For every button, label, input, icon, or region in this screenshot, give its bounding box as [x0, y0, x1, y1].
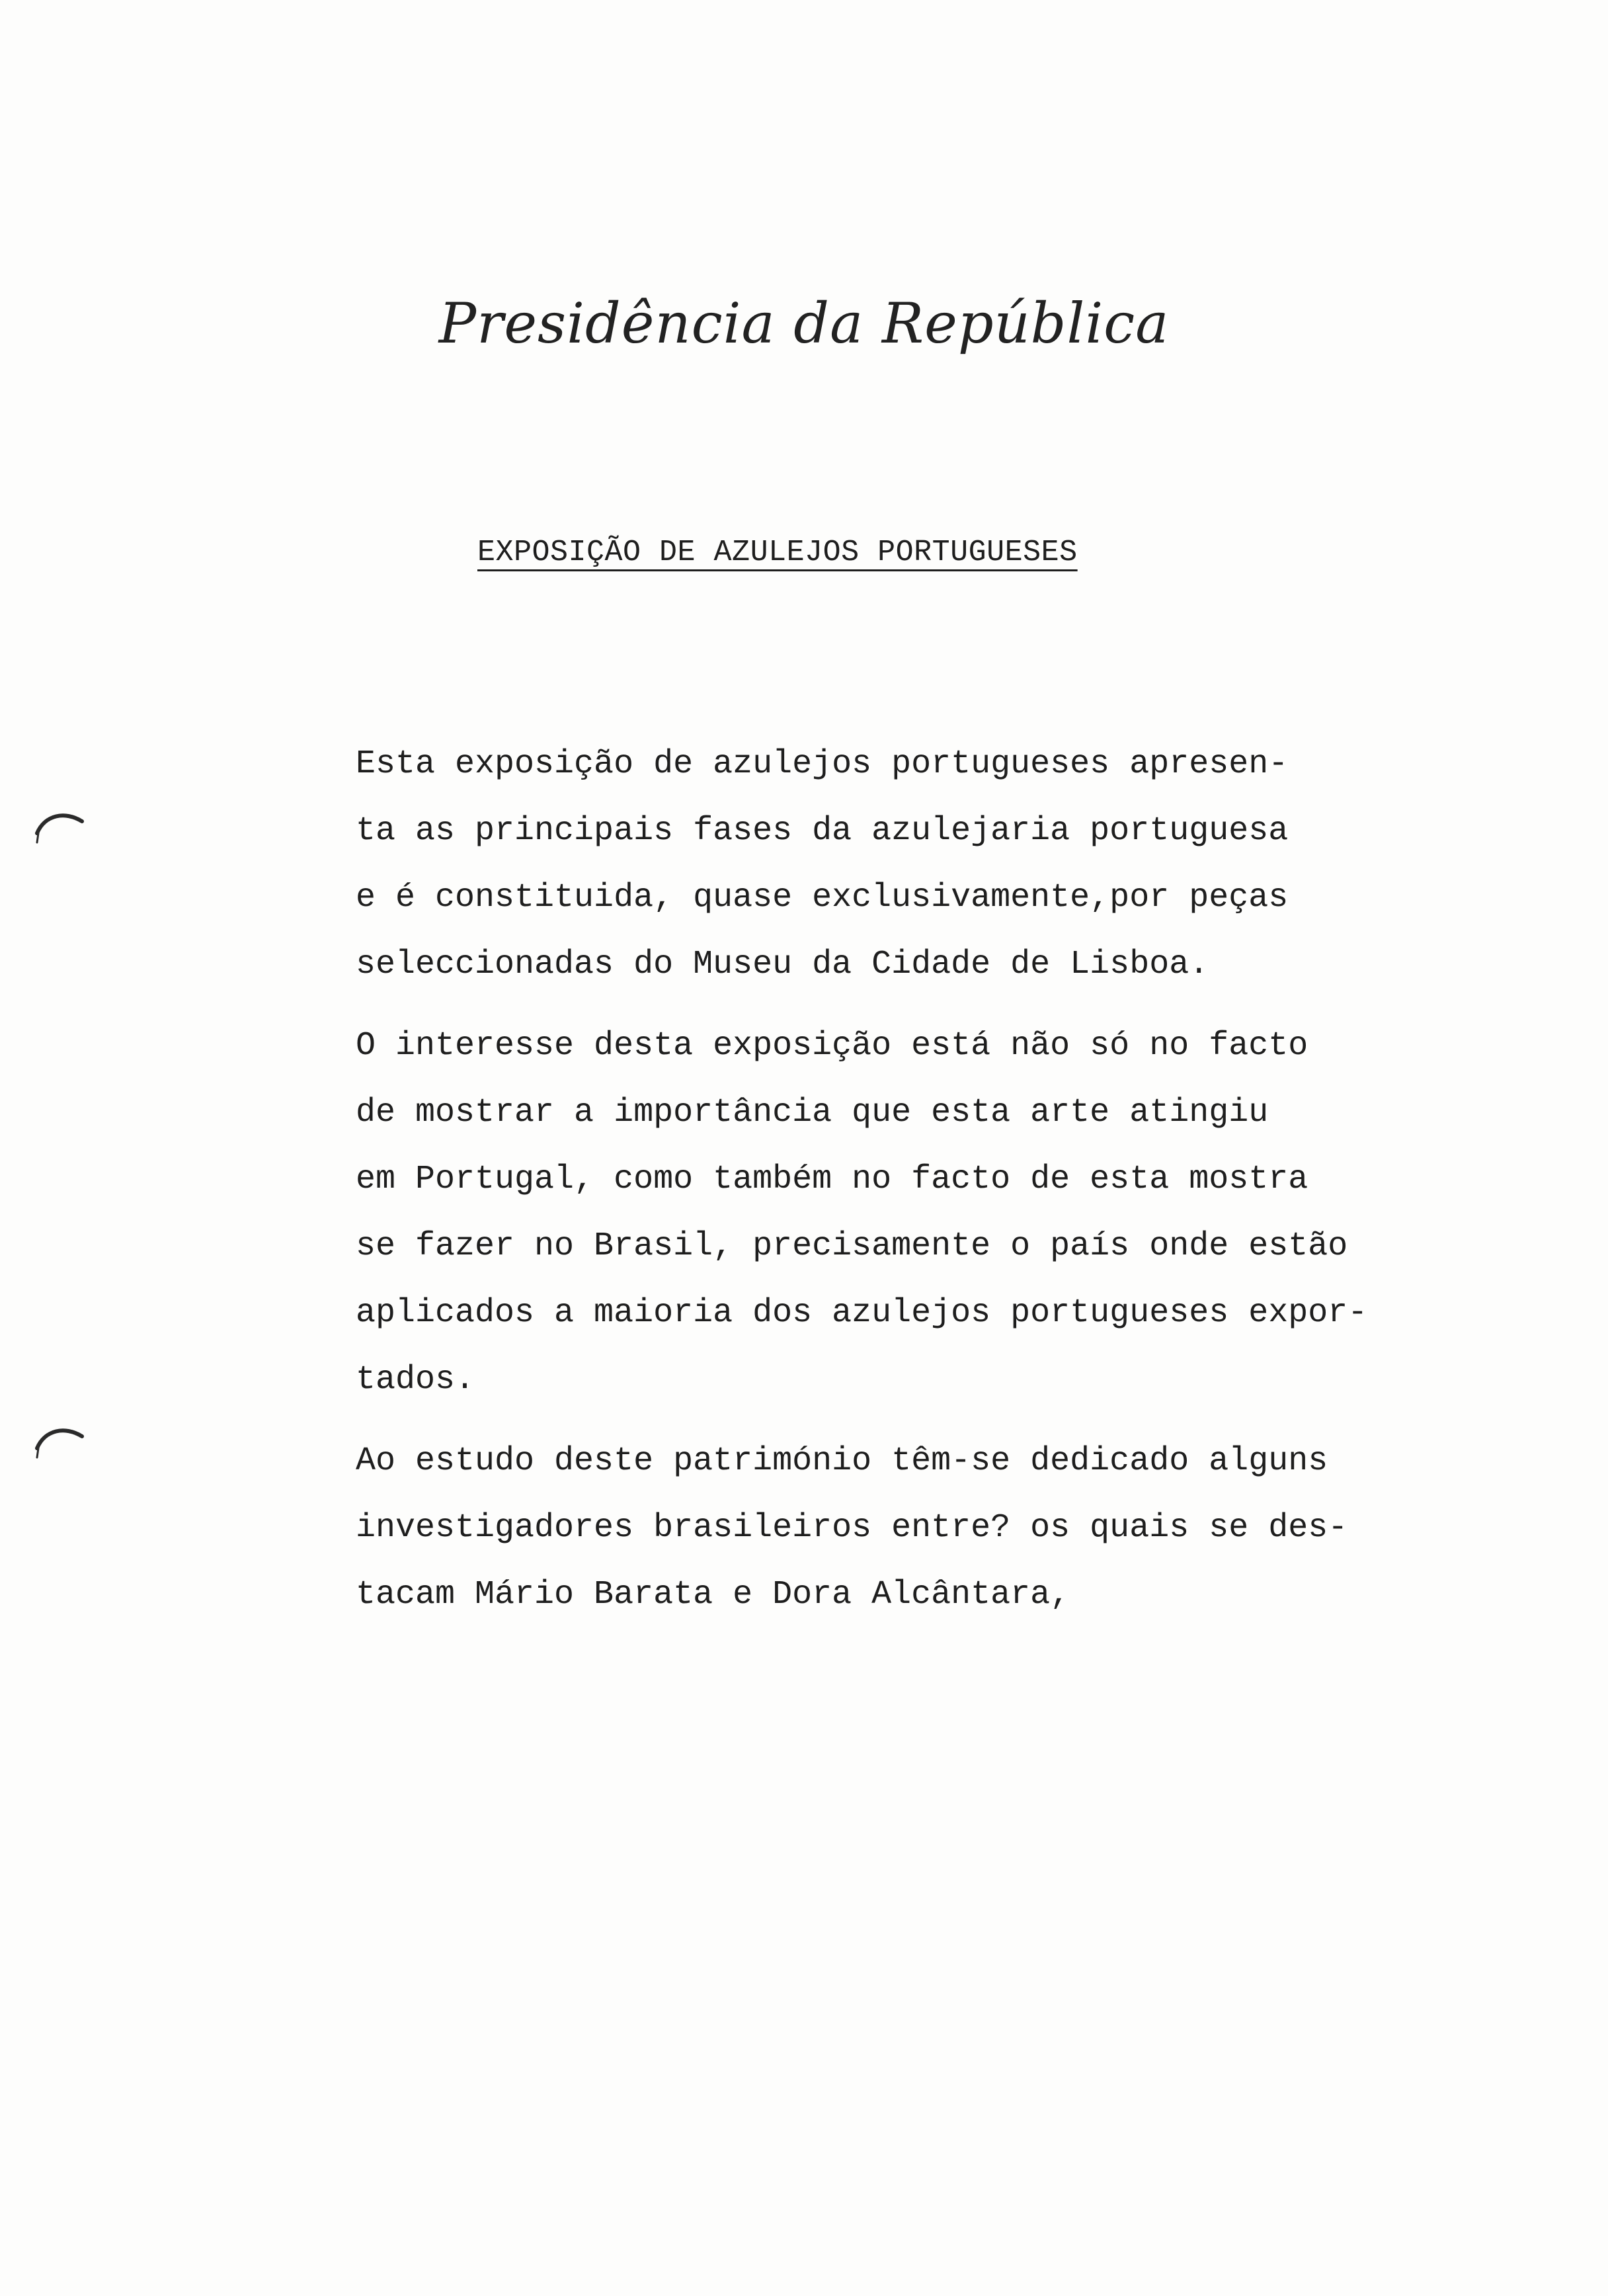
letterhead-script: Presidência da República [438, 291, 1170, 356]
text-line: tacam Mário Barata e Dora Alcântara, [356, 1576, 1070, 1614]
text-line: de mostrar a importância que esta arte atingiu [356, 1094, 1269, 1131]
document-title: EXPOSIÇÃO DE AZULEJOS PORTUGUESES [477, 536, 1078, 569]
text-line: Ao estudo deste património têm-se dedicado alguns [356, 1442, 1328, 1480]
paragraph-1 [356, 731, 1387, 998]
text-line: seleccionadas do Museu da Cidade de Lisboa. [356, 946, 1209, 983]
punch-hole-mark-icon [33, 807, 86, 846]
text-line: investigadores brasileiros entre? os quais se des- [356, 1509, 1348, 1547]
text-line: aplicados a maioria dos azulejos portugueses expor- [356, 1294, 1368, 1332]
text-line: em Portugal, como também no facto de esta mostra [356, 1161, 1308, 1198]
punch-hole-mark-icon [33, 1422, 86, 1461]
paragraph-3 [356, 1428, 1387, 1628]
text-line: O interesse desta exposição está não só no facto [356, 1027, 1308, 1065]
text-line: tados. [356, 1361, 475, 1399]
body-text [356, 731, 1387, 1643]
paragraph-2 [356, 1012, 1387, 1413]
text-line: ta as principais fases da azulejaria portuguesa [356, 812, 1289, 850]
text-line: e é constituida, quase exclusivamente,por peças [356, 879, 1289, 917]
text-line: Esta exposição de azulejos portugueses apresen- [356, 745, 1289, 783]
text-line: se fazer no Brasil, precisamente o país onde estão [356, 1227, 1348, 1265]
